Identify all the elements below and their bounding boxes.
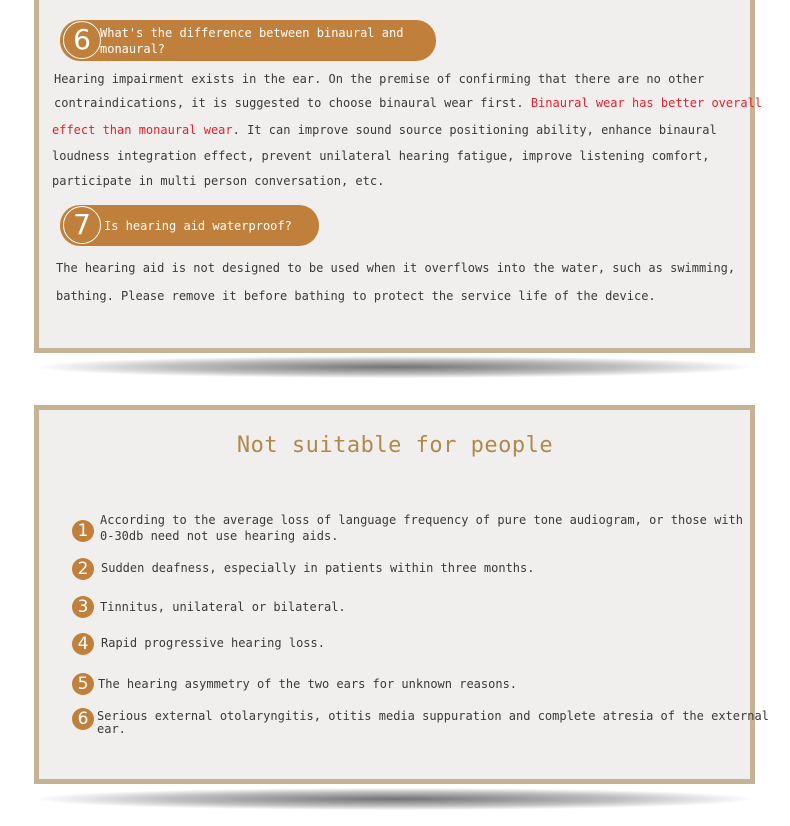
question-7-header [60,205,319,246]
question-7-text: Is hearing aid waterproof? [104,219,292,233]
answer-6-text-cont: . It can improve sound source positioning ability, enhance binaural [232,123,717,137]
answer-6-line-4: loudness integration effect, prevent unilateral hearing fatigue, improve listening comfort, [52,149,710,163]
section-title: Not suitable for people [236,433,554,458]
question-6-header [60,20,436,61]
item-6-line-1: Serious external otolaryngitis, otitis media suppuration and complete atresia of the external [97,709,769,723]
item-number-badge: 5 [72,673,94,695]
item-number-badge: 6 [72,708,94,730]
not-suitable-panel [34,405,755,784]
item-number-badge: 2 [72,558,94,580]
panel-shadow [40,356,750,378]
item-3-text: Tinnitus, unilateral or bilateral. [100,600,346,614]
question-number-badge: 7 [63,206,101,244]
item-number-badge: 4 [72,633,94,655]
item-1-line-1: According to the average loss of language frequency of pure tone audiogram, or those with [100,513,743,527]
answer-7-line-1: The hearing aid is not designed to be used when it overflows into the water, such as swimming, [56,261,736,275]
question-number-badge: 6 [63,21,101,59]
answer-6-line-2 [54,96,762,110]
question-6-line-1: What's the difference between binaural and [100,26,404,40]
answer-7-line-2: bathing. Please remove it before bathing to protect the service life of the device. [56,289,656,303]
panel-shadow [40,788,750,810]
item-2-text: Sudden deafness, especially in patients within three months. [101,561,535,575]
answer-6-line-3 [52,123,717,137]
answer-6-highlight: Binaural wear has better overall [530,96,763,110]
item-4-text: Rapid progressive hearing loss. [101,636,325,650]
item-1-line-2: 0-30db need not use hearing aids. [100,529,339,543]
answer-6-highlight-cont: effect than monaural wear [52,123,233,137]
item-number-badge: 1 [72,520,94,542]
item-number-badge: 3 [72,596,94,618]
item-6-line-2: ear. [97,722,126,736]
question-6-line-2: monaural? [100,42,166,56]
answer-6-line-1: Hearing impairment exists in the ear. On the premise of confirming that there are no other [54,72,705,86]
answer-6-line-5: participate in multi person conversation, etc. [52,174,385,188]
answer-6-text: contraindications, it is suggested to choose binaural wear first. [54,96,531,110]
item-5-text: The hearing asymmetry of the two ears for unknown reasons. [98,677,518,691]
